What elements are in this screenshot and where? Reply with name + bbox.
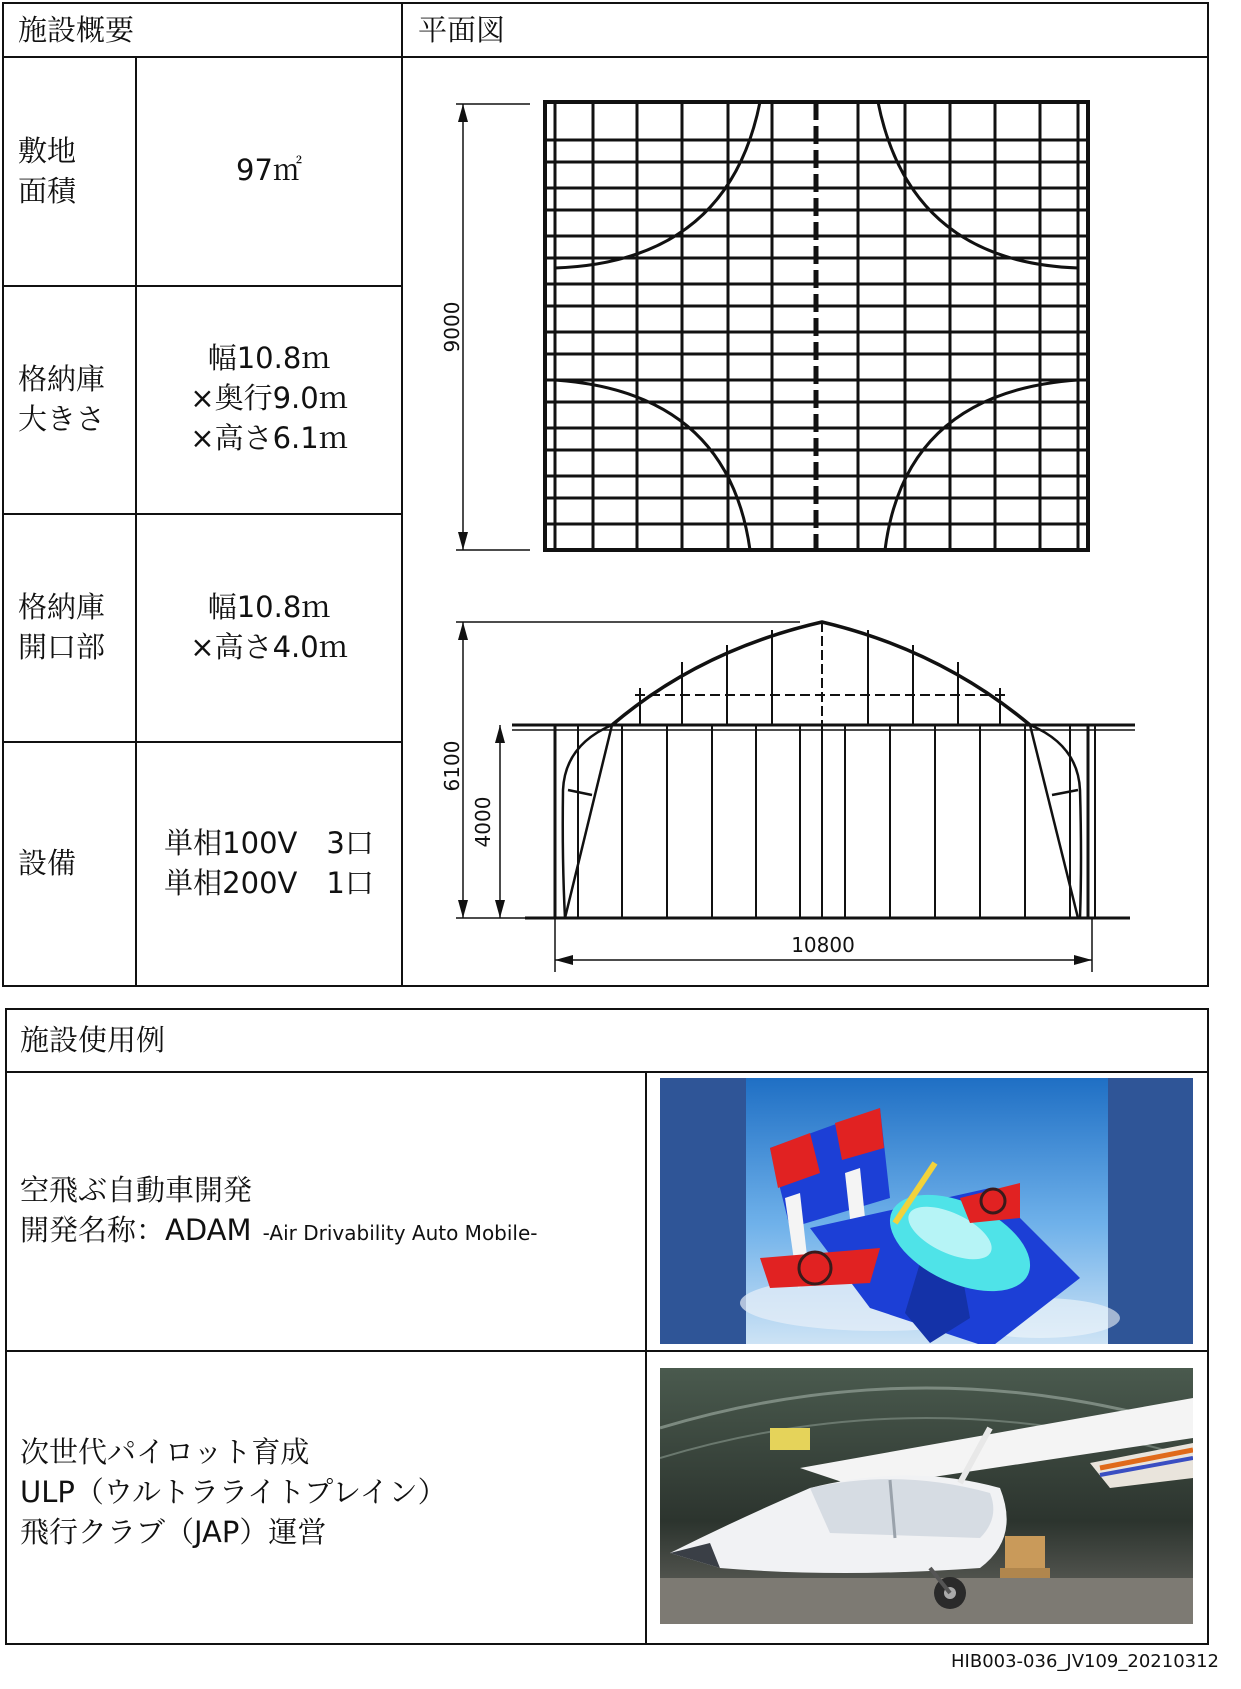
front-elevation-view (512, 622, 1135, 918)
site-area-value: 97㎡ (236, 153, 302, 187)
width-dimension-label: 10800 (791, 933, 855, 957)
plan-drawing (403, 58, 1209, 986)
usage-header-divider (5, 1071, 1209, 1073)
ultralight-plane-photo-icon (660, 1368, 1193, 1624)
depth-dimension-label: 9000 (440, 301, 464, 353)
overview-header: 施設概要 (18, 13, 135, 47)
example-ulp-text: 次世代パイロット育成 ULP（ウルトラライトプレイン） 飛行クラブ（JAP）運営 (20, 1435, 447, 1549)
plan-header: 平面図 (418, 13, 506, 47)
top-plan-view (545, 102, 1088, 550)
height-dimension-label: 6100 (440, 740, 464, 792)
example-adam-name-sub: -Air Drivability Auto Mobile- (262, 1221, 538, 1245)
overview-row-divider-1 (2, 285, 403, 287)
hangar-size-label: 格納庫 大きさ (18, 362, 106, 436)
height-dimension-lines (456, 622, 800, 918)
depth-dimension-line (456, 104, 530, 550)
hangar-opening-value: 幅10.8ｍ ×高さ4.0ｍ (190, 590, 348, 664)
hangar-opening-label: 格納庫 開口部 (18, 590, 106, 664)
example-adam-name (20, 1210, 538, 1250)
hangar-size-value: 幅10.8ｍ ×奥行9.0ｍ ×高さ6.1ｍ (190, 341, 348, 455)
opening-height-dimension-label: 4000 (471, 796, 495, 848)
site-area-label: 敷地 面積 (18, 134, 77, 208)
flying-car-render-icon (660, 1078, 1193, 1344)
overview-row-divider-2 (2, 513, 403, 515)
equipment-value: 単相100V 3口 単相200V 1口 (164, 826, 374, 900)
example-adam-name-label: 開発名称：ADAM (20, 1213, 252, 1247)
example-adam-title: 空飛ぶ自動車開発 (20, 1173, 253, 1207)
usage-row-divider (5, 1350, 1209, 1352)
document-code: HIB003-036_JV109_20210312 (951, 1651, 1219, 1672)
usage-header: 施設使用例 (20, 1023, 166, 1057)
overview-row-divider-3 (2, 741, 403, 743)
usage-col-divider (645, 1072, 647, 1645)
equipment-label: 設備 (18, 846, 77, 880)
